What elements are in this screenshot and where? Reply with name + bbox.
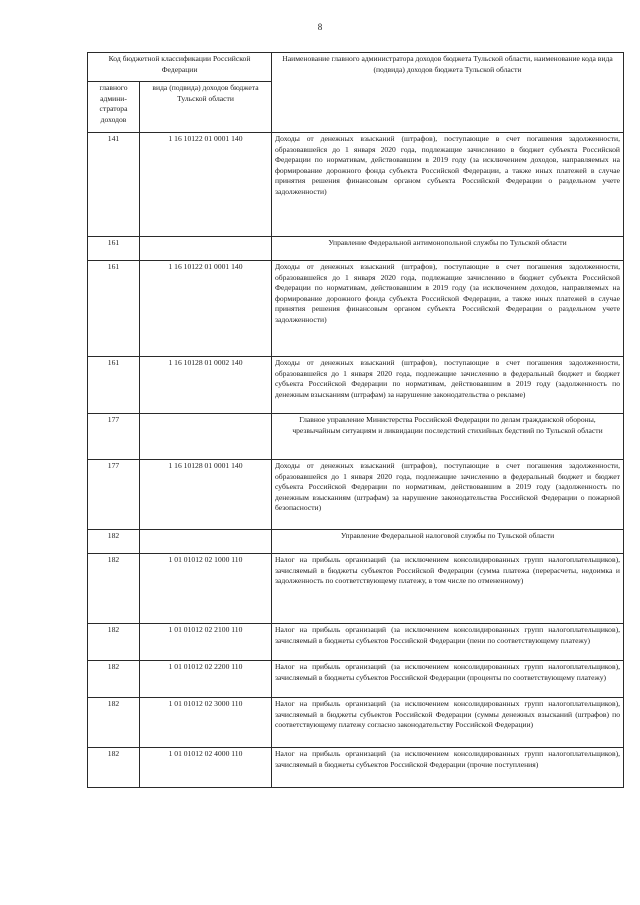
header-budget-classification-code: Код бюджетной классификации Российской Федерации xyxy=(88,53,272,82)
table-row xyxy=(88,133,624,237)
revenue-code: 1 01 01012 02 3000 110 xyxy=(140,698,272,748)
administrator-code: 141 xyxy=(88,133,140,237)
administrator-code: 161 xyxy=(88,357,140,414)
revenue-description: Доходы от денежных взысканий (штрафов), поступающие в счет погашения задолженности, образовавшейся до 1 января 2020 года, подлежащие зачислению в бюджет субъекта Российской Федерации по нормативам, действовавшим в 2019 году (за исключением доходов, направляемых на формирование дорожного фонда субъекта Российской Федерации, а также иных платежей в случае принятия решения финансовым органом субъекта Российской Федерации о раздельном учете задолженности) xyxy=(272,133,624,237)
administrator-code: 182 xyxy=(88,624,140,661)
header-main-administrator: главного админи-стратора доходов xyxy=(88,82,140,133)
administrator-code: 182 xyxy=(88,554,140,624)
administrator-code: 182 xyxy=(88,698,140,748)
revenue-description: Налог на прибыль организаций (за исключением консолидированных групп налогоплательщиков), зачисляемый в бюджеты субъектов Российской Федерации (прочие поступления) xyxy=(272,748,624,788)
revenue-code: 1 16 10122 01 0001 140 xyxy=(140,133,272,237)
revenue-code: 1 16 10122 01 0001 140 xyxy=(140,261,272,357)
revenue-description: Доходы от денежных взысканий (штрафов), поступающие в счет погашения задолженности, образовавшейся до 1 января 2020 года, подлежащие зачислению в федеральный бюджет и бюджет субъекта Российской Федерации по нормативам, действовавшим в 2019 году (задолженность по денежным взысканиям (штрафам) за нарушение законодательства о рекламе) xyxy=(272,357,624,414)
table-body xyxy=(88,133,624,788)
revenue-code: 1 01 01012 02 1000 110 xyxy=(140,554,272,624)
administrator-code: 182 xyxy=(88,748,140,788)
table-row xyxy=(88,698,624,748)
revenue-description: Доходы от денежных взысканий (штрафов), поступающие в счет погашения задолженности, образовавшейся до 1 января 2020 года, подлежащие зачислению в федеральный бюджет и бюджет субъекта Российской Федерации по нормативам, действовавшим в 2019 году (задолженность по денежным взысканиям (штрафам) за нарушение законодательства Российской Федерации о пожарной безопасности) xyxy=(272,460,624,530)
table-row xyxy=(88,661,624,698)
administrator-code: 161 xyxy=(88,237,140,261)
table-row xyxy=(88,414,624,460)
revenue-description: Налог на прибыль организаций (за исключением консолидированных групп налогоплательщиков), зачисляемый в бюджеты субъектов Российской Федерации (суммы денежных взысканий (штрафов) по соответствующему платежу согласно законодательству Российской Федерации) xyxy=(272,698,624,748)
page-number: 8 xyxy=(317,22,323,32)
administrator-code: 182 xyxy=(88,661,140,698)
revenue-code: 1 01 01012 02 2200 110 xyxy=(140,661,272,698)
table-row xyxy=(88,261,624,357)
table-row xyxy=(88,530,624,554)
table-row xyxy=(88,460,624,530)
revenue-code: 1 16 10128 01 0001 140 xyxy=(140,460,272,530)
administrator-code: 177 xyxy=(88,414,140,460)
administrator-name: Управление Федеральной антимонопольной службы по Тульской области xyxy=(272,237,624,261)
table-row xyxy=(88,237,624,261)
administrator-code: 182 xyxy=(88,530,140,554)
administrator-code: 177 xyxy=(88,460,140,530)
empty-code-cell xyxy=(140,414,272,460)
revenue-description: Налог на прибыль организаций (за исключением консолидированных групп налогоплательщиков), зачисляемый в бюджеты субъектов Российской Федерации (сумма платежа (перерасчеты, недоимка и задолженность по соответствующему платежу, в том числе по отмененному) xyxy=(272,554,624,624)
revenue-description: Налог на прибыль организаций (за исключением консолидированных групп налогоплательщиков), зачисляемый в бюджеты субъектов Российской Федерации (проценты по соответствующему платежу) xyxy=(272,661,624,698)
empty-code-cell xyxy=(140,530,272,554)
table-row xyxy=(88,624,624,661)
revenue-description: Налог на прибыль организаций (за исключением консолидированных групп налогоплательщиков), зачисляемый в бюджеты субъектов Российской Федерации (пени по соответствующему платежу) xyxy=(272,624,624,661)
table-row xyxy=(88,748,624,788)
table-row xyxy=(88,357,624,414)
header-revenue-type-code: вида (подвида) доходов бюджета Тульской области xyxy=(140,82,272,133)
revenue-description: Доходы от денежных взысканий (штрафов), поступающие в счет погашения задолженности, образовавшейся до 1 января 2020 года, подлежащие зачислению в бюджет субъекта Российской Федерации по нормативам, действовавшим в 2019 году (за исключением доходов, направляемых на формирование дорожного фонда субъекта Российской Федерации, а также иных платежей в случае принятия решения финансовым органом субъекта Российской Федерации о раздельном учете задолженности) xyxy=(272,261,624,357)
header-administrator-name: Наименование главного администратора доходов бюджета Тульской области, наименование кода вида (подвида) доходов бюджета Тульской области xyxy=(272,53,624,133)
revenue-code: 1 01 01012 02 4000 110 xyxy=(140,748,272,788)
empty-code-cell xyxy=(140,237,272,261)
administrator-name: Управление Федеральной налоговой службы по Тульской области xyxy=(272,530,624,554)
table-row xyxy=(88,554,624,624)
revenue-code: 1 16 10128 01 0002 140 xyxy=(140,357,272,414)
administrator-name: Главное управление Министерства Российской Федерации по делам гражданской обороны, чрезвычайным ситуациям и ликвидации последствий стихийных бедствий по Тульской области xyxy=(272,414,624,460)
revenue-code: 1 01 01012 02 2100 110 xyxy=(140,624,272,661)
administrator-code: 161 xyxy=(88,261,140,357)
revenue-classification-table xyxy=(87,52,624,788)
